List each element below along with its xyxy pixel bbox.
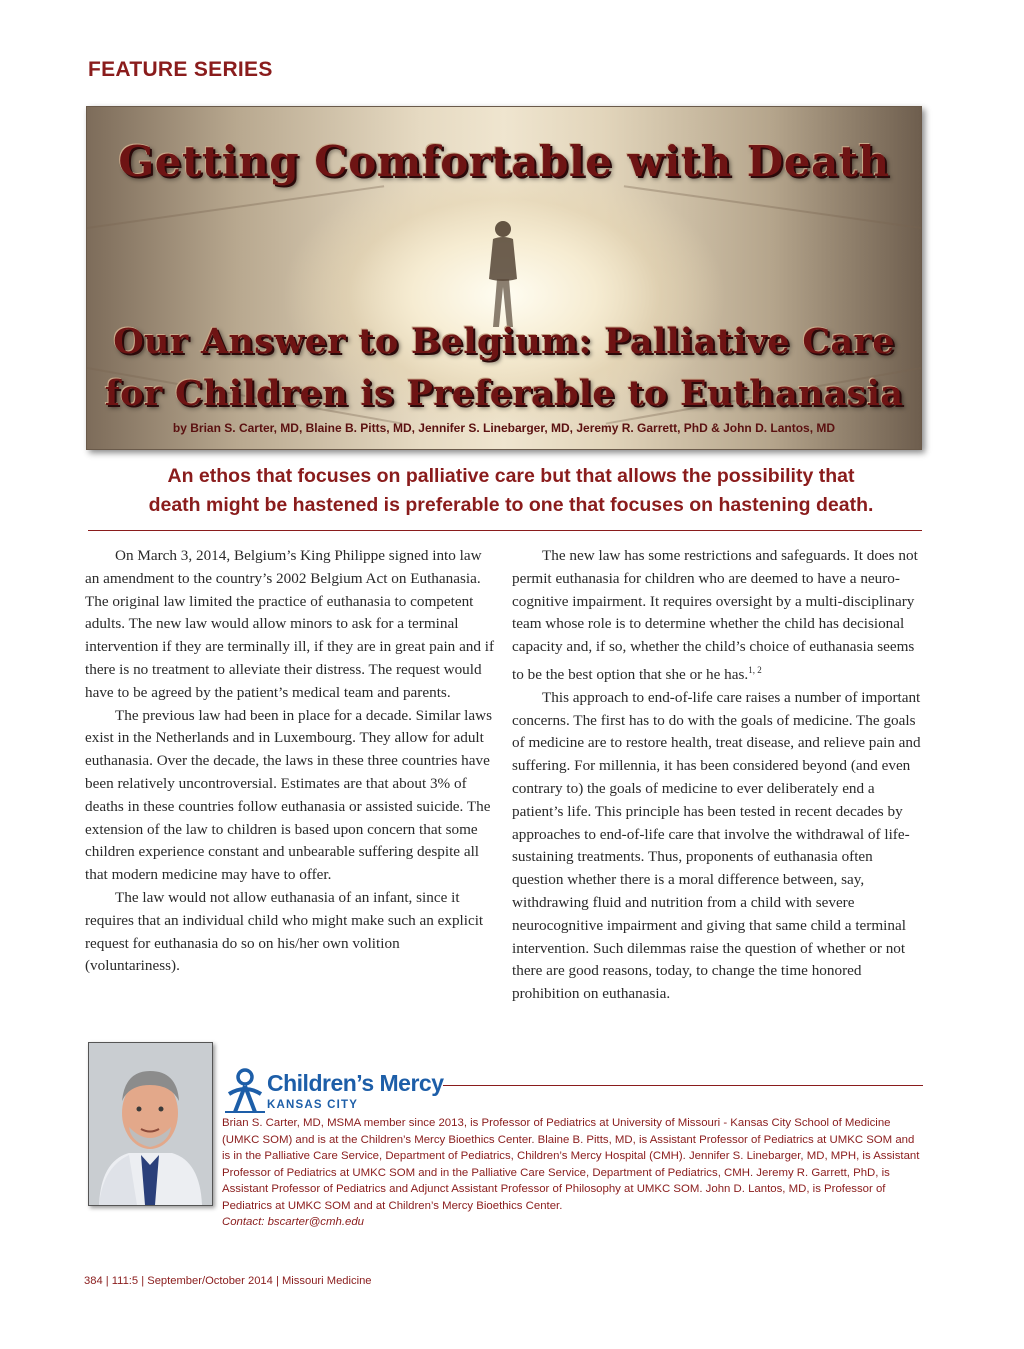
reference-superscript: 1, 2: [748, 664, 762, 675]
banner-subtitle-line1: Our Answer to Belgium: Palliative Care: [113, 321, 895, 362]
logo-name: Children’s Mercy: [267, 1070, 444, 1096]
divider-rule: [88, 530, 922, 531]
author-bio: [222, 1115, 922, 1231]
body-paragraph-text: The new law has some restrictions and safeguards. It does not permit euthanasia for children who are deemed to have a neuro-cognitive impairment. It requires oversight by a multi-disciplinary team whose role is to determine whether the child has decisional capacity and, if so, whether the child’s choice of euthanasia seems to be the best option that she or he has.: [512, 547, 918, 684]
logo-location: KANSAS CITY: [267, 1099, 359, 1111]
pull-quote-line2: death might be hastened is preferable to one that focuses on hastening death.: [148, 494, 874, 516]
author-photo: [88, 1042, 213, 1206]
banner-title: Getting Comfortable with Death: [118, 137, 890, 186]
section-label: FEATURE SERIES: [88, 58, 273, 81]
author-portrait-icon: [89, 1043, 212, 1205]
logo-divider-rule: [443, 1085, 923, 1086]
author-byline: by Brian S. Carter, MD, Blaine B. Pitts, MD, Jennifer S. Linebarger, MD, Jeremy R. Garrett, PhD & John D. Lantos, MD: [172, 421, 836, 435]
body-paragraph: The previous law had been in place for a decade. Similar laws exist in the Netherlands and in Luxembourg. They allow for adult euthanasia. Over the decade, the laws in these three countries have been relatively uncontroversial. Estimates are that about 3% of deaths in these countries follow euthanasia or assisted suicide. The extension of the law to children is based upon concern that some children experience constant and unbearable suffering despite all that modern medicine may have to offer.: [85, 706, 493, 884]
body-paragraph: This approach to end-of-life care raises a number of important concerns. The first has to do with the goals of medicine. The goals of medicine are to restore health, treat disease, and relieve pain and suffering. For millennia, it has been considered beyond (and even contrary to) the goals of medicine to ever deliberately end a patient’s life. This principle has been tested in recent decades by approaches to end-of-life care that involve the withdrawal of life-sustaining treatments. Thus, proponents of euthanasia often question whether there is a moral difference between, say, withdrawing fluid and nutrition from a child with severe neurocognitive impairment and giving that same child a terminal intervention. Such dilemmas raise the question of whether or not there are good reasons, today, to change the time honored prohibition on euthanasia.: [512, 688, 921, 1003]
contact-email: Contact: bscarter@cmh.edu: [222, 1216, 364, 1228]
page-footer: 384 | 111:5 | September/October 2014 | Missouri Medicine: [84, 1275, 372, 1287]
banner-image: [86, 106, 922, 450]
body-paragraph: On March 3, 2014, Belgium’s King Philippe signed into law an amendment to the country’s 2002 Belgium Act on Euthanasia. The original law limited the practice of euthanasia to competent adults. The new law would allow minors to ask for a terminal intervention if they are terminally ill, if they are in great pain and if there is no treatment to alleviate their distress. The request would have to be agreed by the patient’s medical team and parents.: [85, 547, 495, 701]
body-column-left: [85, 545, 495, 978]
body-paragraph: The law would not allow euthanasia of an infant, since it requires that an individual child who might make such an explicit request for euthanasia do so on his/her own volition (voluntariness).: [85, 888, 484, 975]
childrens-mercy-logo: [225, 1066, 925, 1116]
author-bio-text: Brian S. Carter, MD, MSMA member since 2013, is Professor of Pediatrics at University of Missouri - Kansas City School of Medicine (UMKC SOM) and is at the Children’s Mercy Bioethics Center. Blaine B. Pitts, MD, is Assistant Professor of Pediatrics at UMKC SOM and is in the Palliative Care Service, Department of Pediatrics, Children’s Mercy Hospital (CMH). Jennifer S. Linebarger, MD, MPH, is Assistant Professor of Pediatrics at UMKC SOM and in the Palliative Care Service, Department of Pediatrics, CMH. Jeremy R. Garrett, PhD, is Assistant Professor of Pediatrics and Adjunct Assistant Professor of Philosophy at UMKC SOM. John D. Lantos, MD, is Professor of Pediatrics at UMKC SOM and at Children’s Mercy Bioethics Center.: [222, 1117, 920, 1212]
childrens-mercy-figure-icon: [225, 1068, 265, 1114]
body-column-right: [512, 545, 922, 1006]
pull-quote-line1: An ethos that focuses on palliative care but that allows the possibility that: [167, 465, 855, 487]
body-paragraph: [512, 545, 922, 687]
pull-quote: [100, 462, 922, 520]
banner-subtitle-line2: for Children is Preferable to Euthanasia: [104, 373, 904, 414]
